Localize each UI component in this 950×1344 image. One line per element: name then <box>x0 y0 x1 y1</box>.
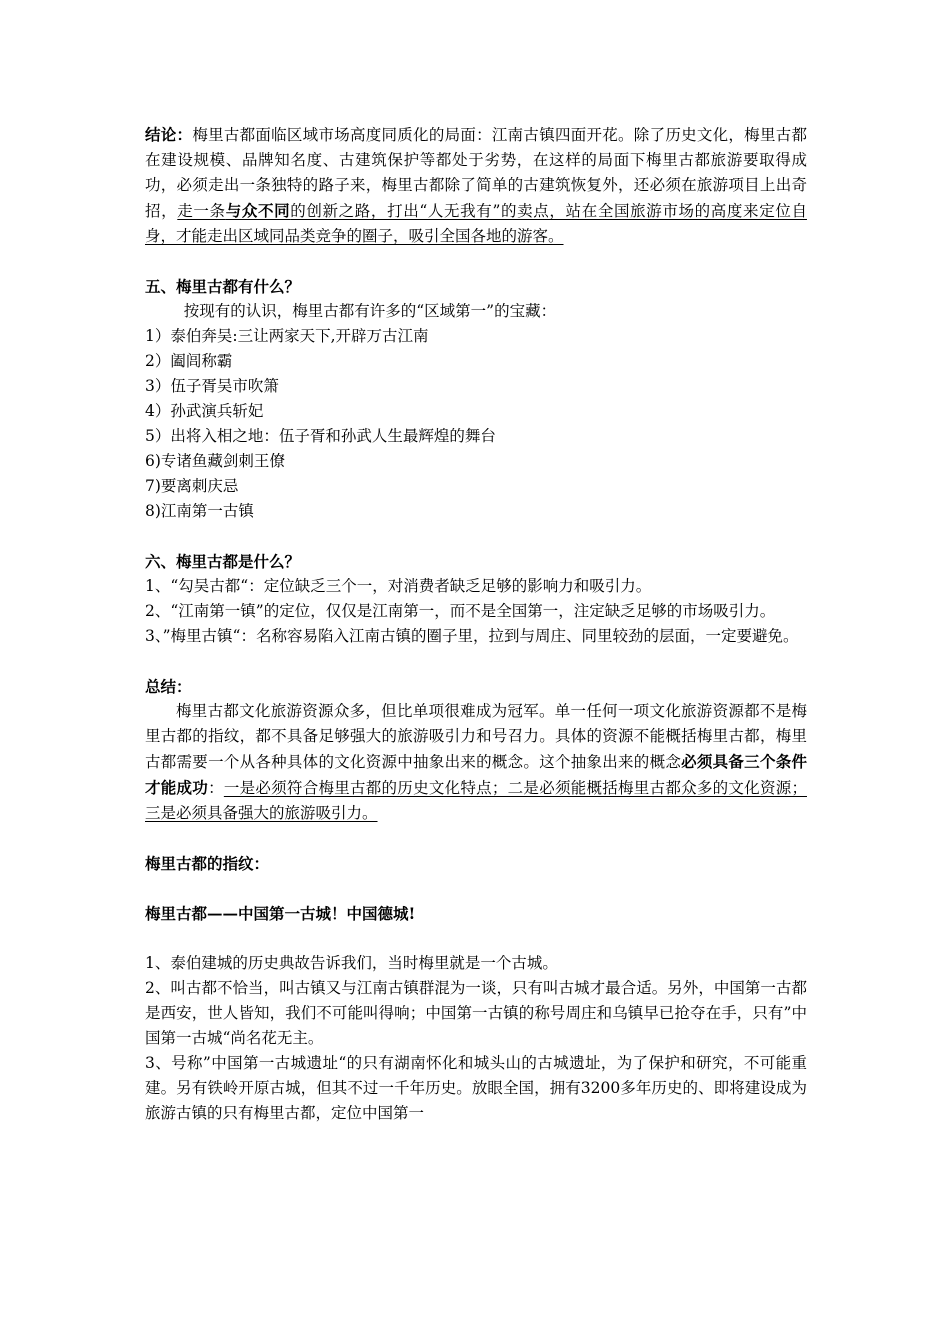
conclusion-underlined-2: 的创新之路，打出“人无我有”的卖点，站在全国旅游市场的高度来定位自身，才能走出区域同品类竞争的圈子，吸引全国各地的游客。 <box>145 202 807 245</box>
spacer <box>145 826 807 851</box>
section5-item: 2）阖闾称霸 <box>145 352 233 370</box>
spacer <box>145 524 807 549</box>
summary-paragraph <box>145 699 807 826</box>
spacer <box>145 649 807 674</box>
summary-colon: ： <box>208 779 224 797</box>
section6-title: 六、梅里古都是什么？ <box>145 552 301 571</box>
section5-item: 6)专诸鱼藏剑刺王僚 <box>145 452 285 470</box>
section5-item: 5）出将入相之地：伍子胥和孙武人生最辉煌的舞台 <box>145 427 496 445</box>
section6-item: 3、”梅里古镇“：名称容易陷入江南古镇的圈子里，拉到与周庄、同里较劲的层面，一定要避免。 <box>145 627 799 645</box>
spacer <box>145 926 807 951</box>
summary-bold: 必须具备三个条件才能成功 <box>145 752 807 797</box>
spacer <box>145 249 807 274</box>
section5-item: 8)江南第一古镇 <box>145 502 254 520</box>
fingerprint-item: 1、泰伯建城的历史典故告诉我们，当时梅里就是一个古城。 <box>145 954 558 972</box>
section6-item: 2、“江南第一镇”的定位，仅仅是江南第一，而不是全国第一，注定缺乏足够的市场吸引力。 <box>145 602 776 620</box>
section5-item: 1）泰伯奔吴:三让两家天下,开辟万古江南 <box>145 327 429 345</box>
section5-title: 五、梅里古都有什么？ <box>145 277 301 296</box>
section5-item: 7)要离刺庆忌 <box>145 477 239 495</box>
summary-title: 总结： <box>145 677 192 696</box>
conclusion-underlined-bold: 与众不同 <box>225 201 291 220</box>
section5-item: 4）孙武演兵斩妃 <box>145 402 264 420</box>
conclusion-text: 梅里古都面临区域市场高度同质化的局面：江南古镇四面开花。除了历史文化，梅里古都在建设规模、品牌知名度、古建筑保护等都处于劣势，在这样的局面下梅里古都旅游要取得成功，必须走出一条独特的路子来，梅里古都除了简单的古建筑恢复外，还必须在旅游项目上出奇招， <box>145 126 807 220</box>
conclusion-underlined-1: 走一条 <box>177 202 226 220</box>
section5-intro: 按现有的认识，梅里古都有许多的“区域第一”的宝藏： <box>183 302 557 320</box>
document-page <box>145 122 807 1126</box>
fingerprint-item: 3、号称”中国第一古城遗址“的只有湖南怀化和城头山的古城遗址，为了保护和研究，不可能重建。另有铁岭开原古城，但其不过一千年历史。放眼全国，拥有3200多年历史的、即将建设成为旅游古镇的只有梅里古都，定位中国第一 <box>145 1054 807 1122</box>
conclusion-paragraph <box>145 122 807 249</box>
fingerprint-title: 梅里古都的指纹： <box>145 854 270 873</box>
fingerprint-slogan: 梅里古都——中国第一古城！中国德城! <box>145 904 416 923</box>
summary-text: 梅里古都文化旅游资源众多，但比单项很难成为冠军。单一任何一项文化旅游资源都不是梅里古都的指纹，都不具备足够强大的旅游吸引力和号召力。具体的资源不能概括梅里古都，梅里古都需要一个从各种具体的文化资源中抽象出来的概念。这个抽象出来的概念 <box>145 702 807 771</box>
spacer <box>145 876 807 901</box>
section5-item: 3）伍子胥吴市吹箫 <box>145 377 279 395</box>
summary-underlined: 一是必须符合梅里古都的历史文化特点；二是必须能概括梅里古都众多的文化资源；三是必须具备强大的旅游吸引力。 <box>145 779 807 822</box>
section6-item: 1、“勾吴古都“：定位缺乏三个一，对消费者缺乏足够的影响力和吸引力。 <box>145 577 652 595</box>
conclusion-label: 结论： <box>145 125 193 144</box>
fingerprint-item: 2、叫古都不恰当，叫古镇又与江南古镇群混为一谈，只有叫古城才最合适。另外，中国第一古都是西安，世人皆知，我们不可能叫得响；中国第一古镇的称号周庄和乌镇早已抢夺在手，只有”中国第一古城“尚名花无主。 <box>145 979 807 1047</box>
